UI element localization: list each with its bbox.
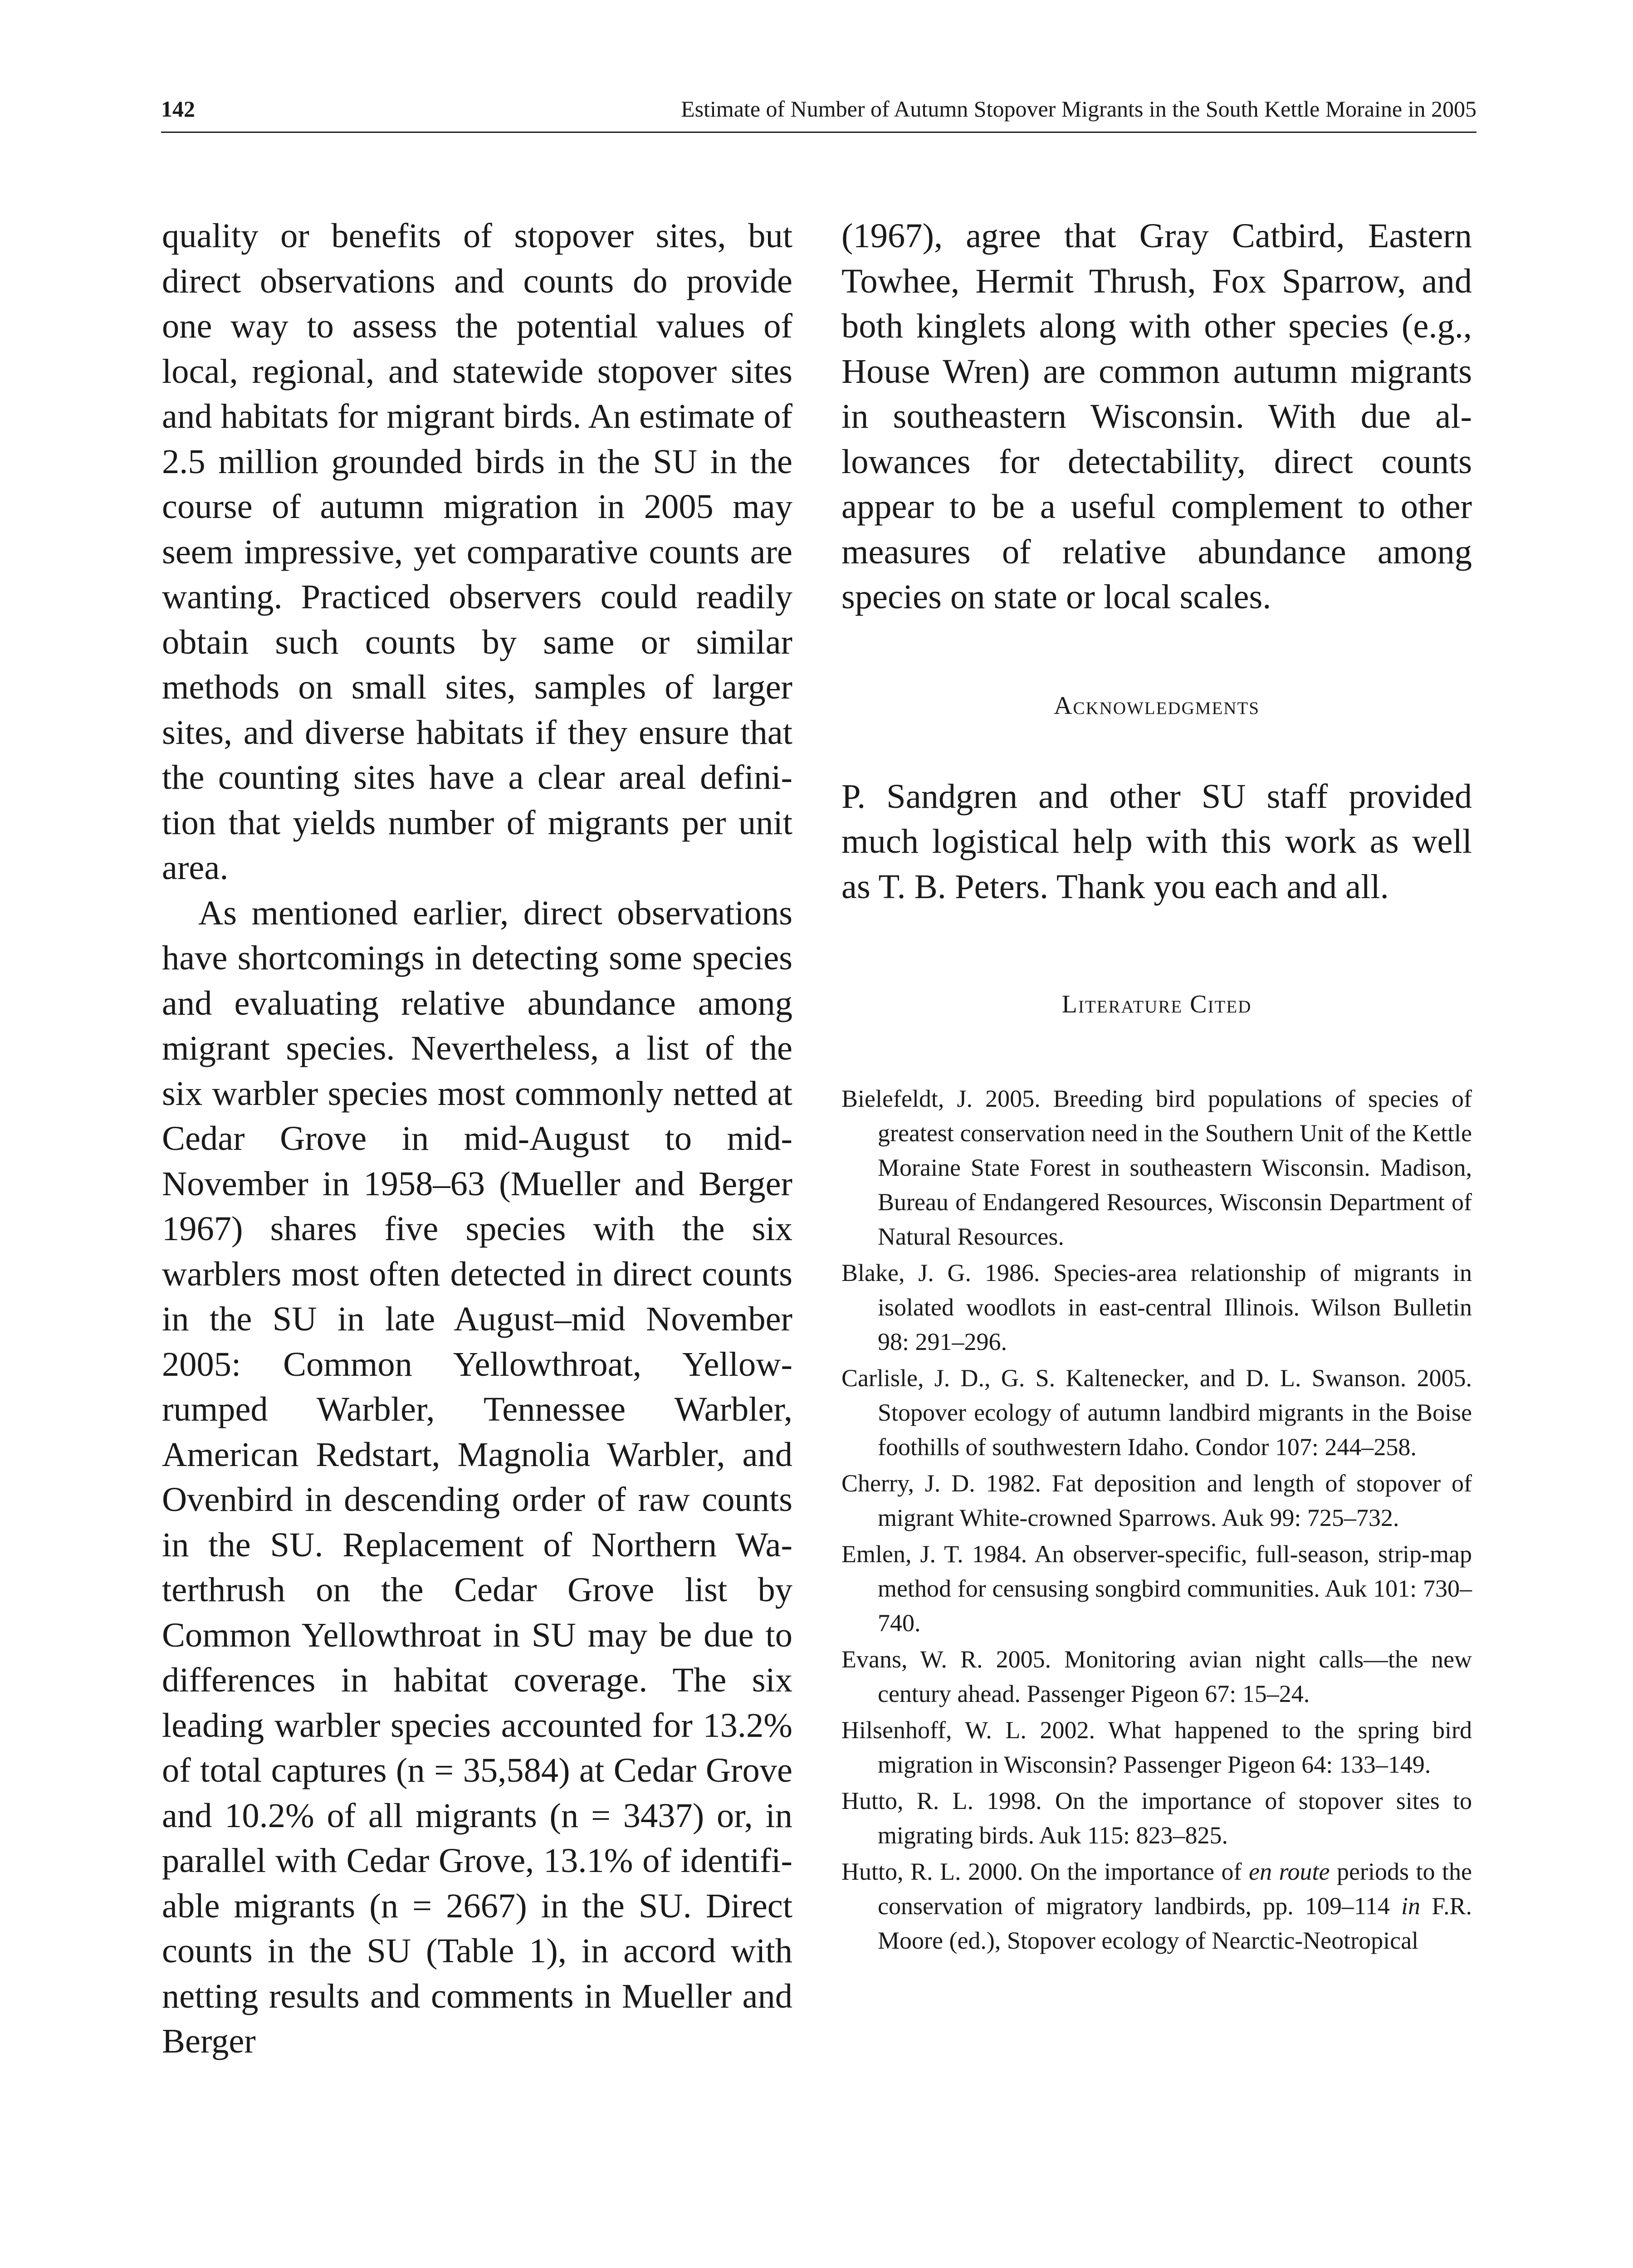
- reference-item: Blake, J. G. 1986. Species-area relationship of migrants in isolated woodlots in east-central Illinois. Wilson Bulletin 98: 291–296.: [841, 1259, 1472, 1355]
- literature-cited-heading: Literature Cited: [1061, 990, 1252, 1018]
- page-number: 142: [161, 96, 195, 122]
- reference-item: Hutto, R. L. 1998. On the importance of stopover sites to migrating birds. Auk 115: 823–825.: [841, 1787, 1472, 1849]
- left-column: [162, 213, 792, 2064]
- reference-item: Hilsenhoff, W. L. 2002. What happened to the spring bird migration in Wisconsin? Passenger Pigeon 64: 133–149.: [841, 1716, 1472, 1778]
- running-title: Estimate of Number of Autumn Stopover Migrants in the South Kettle Moraine in 2005: [681, 96, 1477, 122]
- body-paragraph: quality or benefits of stopover sites, but direct observations and counts do provide one way to assess the potential values of local, regional, and statewide stopover sites and habitats for migrant birds. An estimate of 2.5 million grounded birds in the SU in the course of autumn migration in 2005 may seem impressive, yet comparative counts are wanting. Practiced observers could readily obtain such counts by same or similar methods on small sites, samples of larger sites, and diverse habitats if they ensure that the counting sites have a clear areal definition that yields number of migrants per unit area.: [162, 216, 792, 887]
- reference-text: periods to the conservation of migratory landbirds, pp. 109–114: [878, 1858, 1472, 1920]
- reference-item: Carlisle, J. D., G. S. Kaltenecker, and D. L. Swanson. 2005. Stopover ecology of autumn landbird migrants in the Boise foothills of southwestern Idaho. Condor 107: 244–258.: [841, 1364, 1472, 1461]
- reference-item: Cherry, J. D. 1982. Fat deposition and length of stopover of migrant White-crowned Sparrows. Auk 99: 725–732.: [841, 1470, 1472, 1531]
- running-header: [161, 91, 1477, 133]
- acknowledgments-text: P. Sandgren and other SU staff provided much logistical help with this work as well as T. B. Peters. Thank you each and all.: [841, 777, 1472, 906]
- reference-text: F.R. Moore (ed.), Stopover ecology of Nearctic-Neotropical: [878, 1892, 1472, 1954]
- body-paragraph: As mentioned earlier, direct observations have shortcomings in detecting some species and evaluating relative abundance among migrant species. Nevertheless, a list of the six warbler species most commonly netted at Cedar Grove in mid-August to mid-November in 1958–63 (Mueller and Berger 1967) shares five species with the six warblers most often detected in direct counts in the SU in late August–mid November 2005: Common Yellowthroat, Yellow-rumped Warbler, Tennessee Warbler, American Redstart, Magnolia Warbler, and Ovenbird in descending order of raw counts in the SU. Replacement of Northern Waterthrush on the Cedar Grove list by Common Yellowthroat in SU may be due to differences in habitat coverage. The six leading warbler species accounted for 13.2% of total captures (n = 35,584) at Cedar Grove and 10.2% of all migrants (n = 3437) or, in parallel with Cedar Grove, 13.1% of identifiable migrants (n = 2667) in the SU. Direct counts in the SU (Table 1), in accord with netting results and comments in Mueller and Berger: [162, 893, 792, 2060]
- body-paragraph: (1967), agree that Gray Catbird, Eastern Towhee, Hermit Thrush, Fox Sparrow, and both kinglets along with other species (e.g., House Wren) are common autumn migrants in southeastern Wisconsin. With due allowances for detectability, direct counts appear to be a useful complement to other measures of relative abundance among species on state or local scales.: [841, 216, 1472, 616]
- right-column: [841, 213, 1472, 1960]
- reference-italic-text: en route: [1249, 1858, 1330, 1885]
- reference-item: [841, 1854, 1472, 1958]
- reference-item: Bielefeldt, J. 2005. Breeding bird populations of species of greatest conservation need in the Southern Unit of the Kettle Moraine State Forest in southeastern Wisconsin. Madison, Bureau of Endangered Resources, Wisconsin Department of Natural Resources.: [841, 1085, 1472, 1250]
- reference-list: [841, 1081, 1472, 1958]
- reference-item: Emlen, J. T. 1984. An observer-specific, full-season, strip-map method for censusing songbird communities. Auk 101: 730–740.: [841, 1540, 1472, 1637]
- reference-text: Hutto, R. L. 2000. On the importance of: [841, 1858, 1249, 1885]
- acknowledgments-heading: Acknowledgments: [1054, 691, 1260, 720]
- reference-item: Evans, W. R. 2005. Monitoring avian night calls—the new century ahead. Passenger Pigeon 67: 15–24.: [841, 1646, 1472, 1707]
- reference-italic-text: in: [1401, 1892, 1421, 1920]
